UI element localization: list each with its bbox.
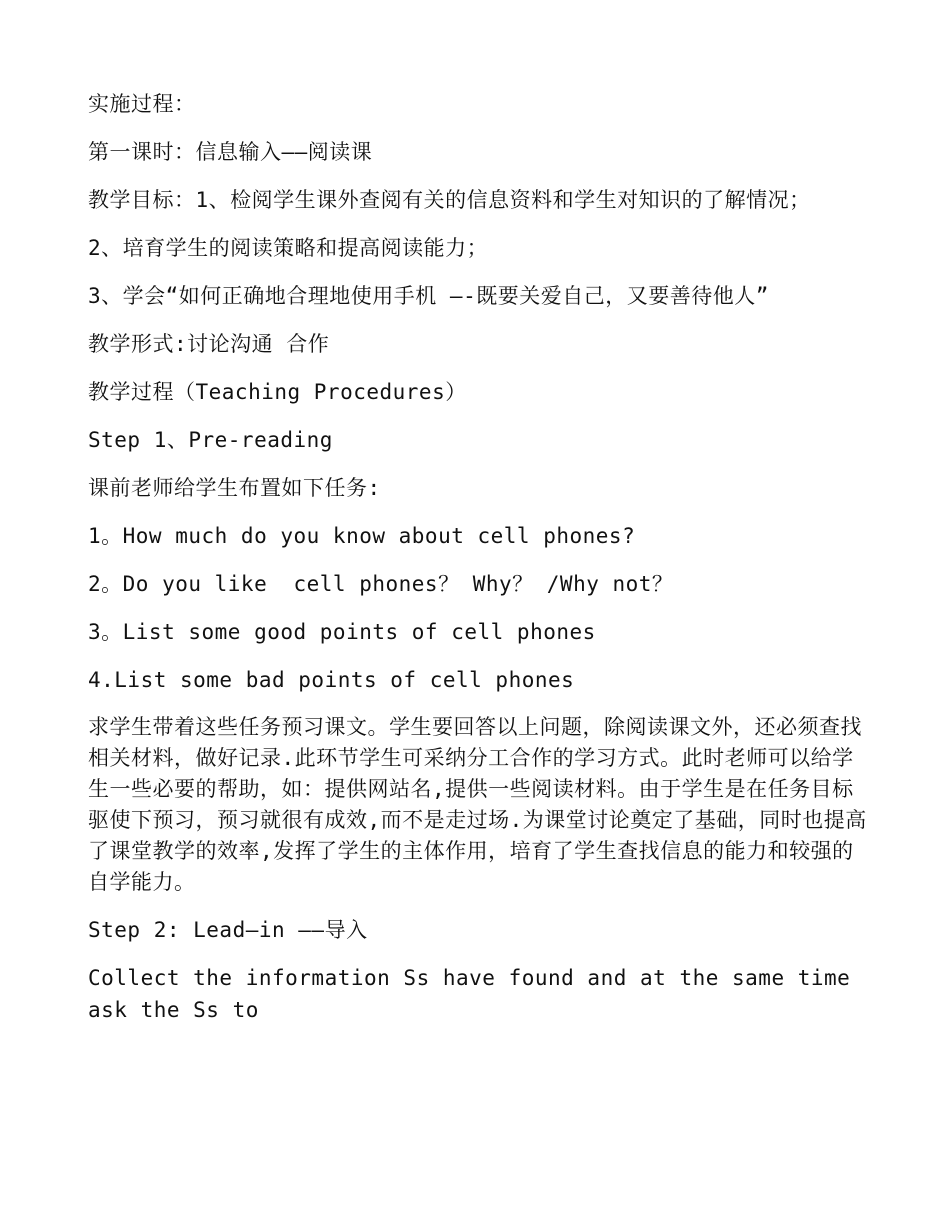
lesson-title: 第一课时：信息输入——阅读课	[88, 140, 373, 164]
preview-explanation: 求学生带着这些任务预习课文。学生要回答以上问题，除阅读课文外，还必须查找相关材料，做好记录.此环节学生可采纳分工合作的学习方式。此时老师可以给学生一些必要的帮助，如：提供网站名,提供一些阅读材料。由于学生是在任务目标驱使下预习，预习就很有成效,而不是走过场.为课堂讨论奠定了基础，同时也提高了课堂教学的效率,发挥了学生的主体作用，培育了学生查找信息的能力和较强的自学能力。	[88, 715, 867, 894]
teaching-goal-1: 教学目标：1、检阅学生课外查阅有关的信息资料和学生对知识的了解情况；	[88, 188, 811, 212]
section-heading: 实施过程：	[88, 92, 196, 116]
teaching-form: 教学形式:讨论沟通 合作	[88, 332, 330, 356]
task-item-2: 2。Do you like cell phones？ Why？ /Why not？	[88, 572, 674, 596]
task-item-4: 4.List some bad points of cell phones	[88, 668, 575, 692]
step-2-heading: Step 2: Lead—in ——导入	[88, 918, 368, 942]
pre-class-task-intro: 课前老师给学生布置如下任务:	[88, 476, 381, 500]
task-item-1: 1。How much do you know about cell phones?	[88, 524, 636, 548]
document-page	[88, 88, 868, 1042]
teaching-goal-2: 2、培育学生的阅读策略和提高阅读能力；	[88, 236, 489, 260]
teaching-goal-3: 3、学会“如何正确地合理地使用手机 —-既要关爱自己，又要善待他人”	[88, 284, 769, 308]
procedures-heading: 教学过程（Teaching Procedures）	[88, 380, 467, 404]
step-1-heading: Step 1、Pre-reading	[88, 428, 333, 452]
task-item-3: 3。List some good points of cell phones	[88, 620, 596, 644]
step-2-text: Collect the information Ss have found and at the same time ask the Ss to	[88, 966, 864, 1022]
